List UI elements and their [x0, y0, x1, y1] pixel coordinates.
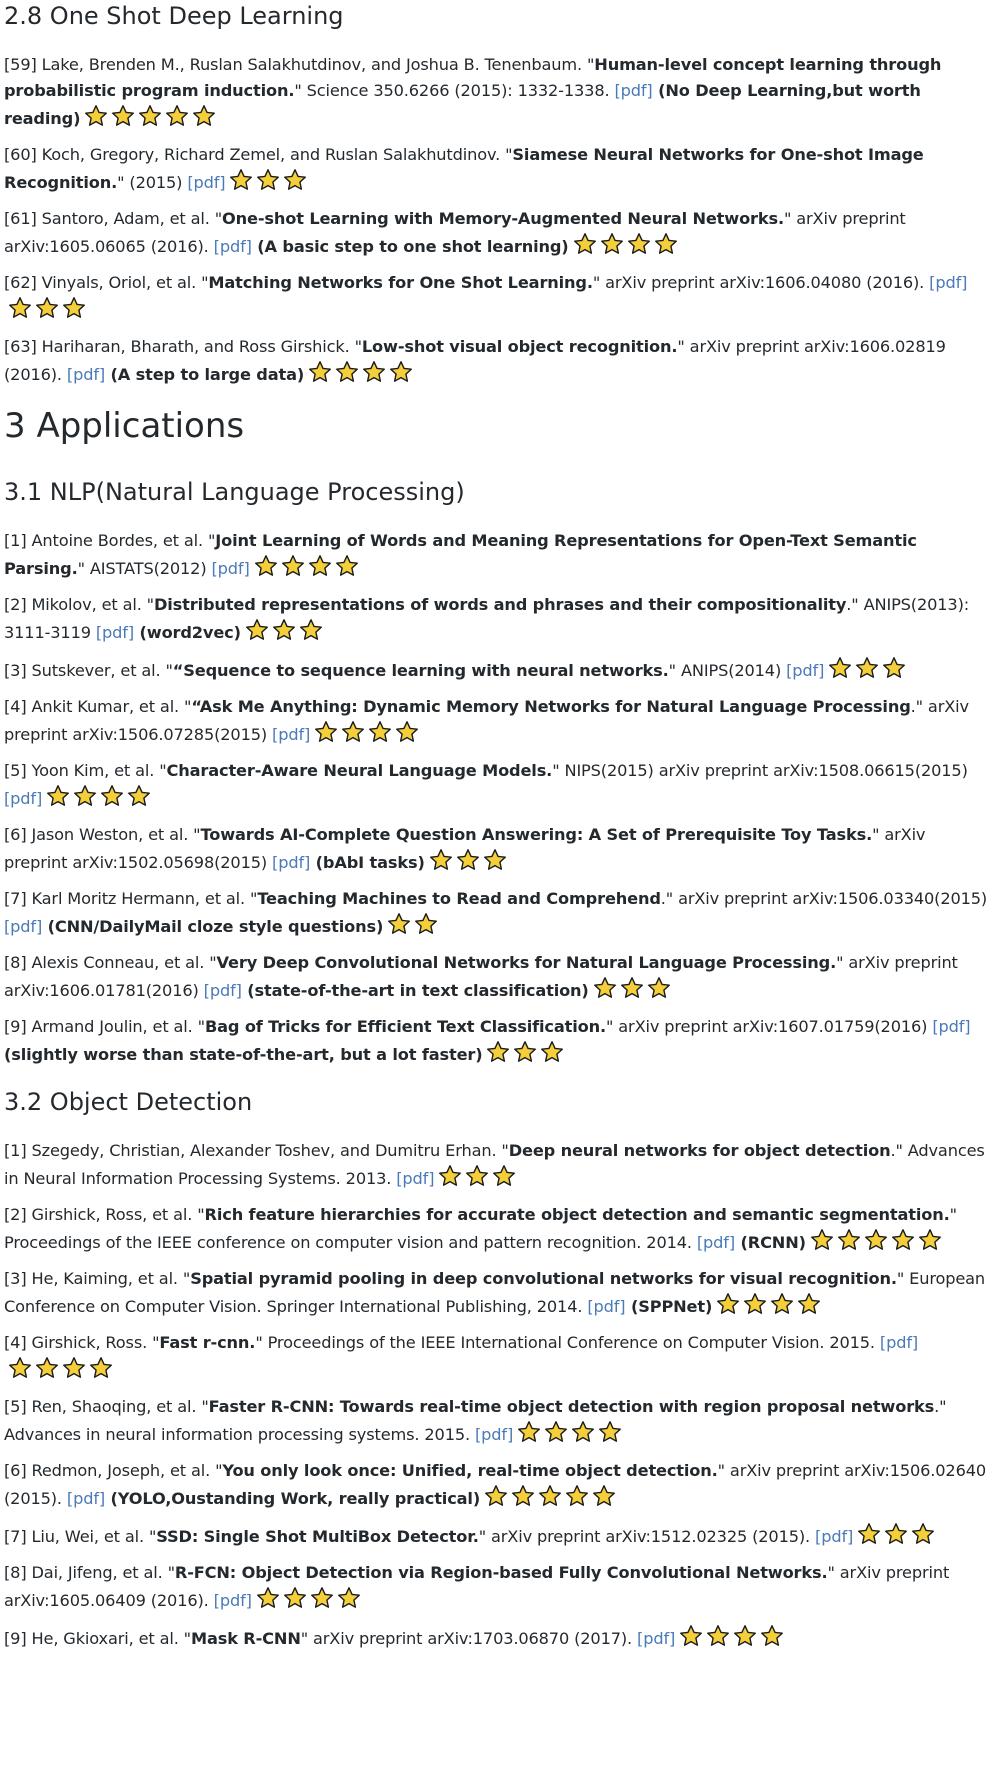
star-icon — [138, 104, 162, 128]
star-rating — [716, 1292, 821, 1316]
pdf-link[interactable]: [pdf] — [637, 1629, 676, 1648]
star-icon — [716, 1292, 740, 1316]
section-heading: 2.8 One Shot Deep Learning — [4, 2, 344, 30]
reference-authors: Mikolov, et al. " — [31, 595, 154, 614]
star-icon — [538, 1484, 562, 1508]
pdf-link[interactable]: [pdf] — [929, 273, 968, 292]
reference-authors: Hariharan, Bharath, and Ross Girshick. " — [41, 337, 362, 356]
reference-title: Faster R-CNN: Towards real-time object detection with region proposal networks — [208, 1397, 935, 1416]
section-heading: 3.1 NLP(Natural Language Processing) — [4, 478, 465, 506]
star-icon — [62, 1356, 86, 1380]
reference-venue: " ANIPS(2014) — [668, 661, 787, 680]
star-icon — [165, 104, 189, 128]
reference-authors: Redmon, Joseph, et al. " — [31, 1461, 223, 1480]
reference-number: [60] — [4, 145, 42, 164]
star-icon — [571, 1420, 595, 1444]
reference-venue: " arXiv preprint arXiv:1606.02819 (2016). — [4, 337, 946, 384]
star-rating — [8, 1356, 113, 1380]
reference-title: Spatial pyramid pooling in deep convolutional networks for visual recognition. — [190, 1269, 897, 1288]
reference-title: Teaching Machines to Read and Comprehend — [257, 889, 661, 908]
star-icon — [35, 1356, 59, 1380]
star-rating — [229, 168, 307, 192]
pdf-link[interactable]: [pdf] — [213, 1591, 252, 1610]
star-icon — [283, 1586, 307, 1610]
pdf-link[interactable]: [pdf] — [4, 789, 43, 808]
reference-number: [4] — [4, 697, 32, 716]
reference-note: (RCNN) — [735, 1233, 806, 1252]
reference-item — [4, 694, 990, 748]
reference-number: [6] — [4, 1461, 32, 1480]
reference-note: (No Deep Learning,but worth reading) — [4, 81, 921, 128]
star-rating — [573, 232, 678, 256]
star-icon — [335, 360, 359, 384]
star-icon — [810, 1228, 834, 1252]
reference-venue: " arXiv preprint arXiv:1607.01759(2016) — [606, 1017, 933, 1036]
star-icon — [647, 976, 671, 1000]
star-rating — [484, 1484, 616, 1508]
star-icon — [456, 848, 480, 872]
reference-title: Human-level concept learning through probabilistic program induction. — [4, 55, 942, 100]
star-rating — [46, 784, 151, 808]
star-icon — [314, 720, 338, 744]
reference-item — [4, 52, 990, 132]
reference-venue: " Science 350.6266 (2015): 1332-1338. — [294, 81, 615, 100]
reference-venue: " arXiv preprint arXiv:1512.02325 (2015). — [478, 1527, 816, 1546]
star-icon — [8, 1356, 32, 1380]
reference-number: [3] — [4, 1269, 32, 1288]
star-rating — [314, 720, 419, 744]
star-rating — [245, 618, 323, 642]
reference-number: [9] — [4, 1017, 32, 1036]
pdf-link[interactable]: [pdf] — [66, 1489, 106, 1508]
reference-title: Low-shot visual object recognition. — [361, 337, 678, 356]
reference-authors: Ren, Shaoqing, et al. " — [31, 1397, 209, 1416]
reference-authors: Santoro, Adam, et al. " — [41, 209, 223, 228]
star-icon — [73, 784, 97, 808]
star-icon — [362, 360, 386, 384]
star-icon — [310, 1586, 334, 1610]
star-icon — [299, 618, 323, 642]
reference-venue: " European Conference on Computer Vision. Springer International Publishing, 2014. — [4, 1269, 986, 1316]
star-rating — [486, 1040, 564, 1064]
reference-venue: " (2015) — [117, 173, 188, 192]
reference-title: R-FCN: Object Detection via Region-based Fully Convolutional Networks. — [174, 1563, 828, 1582]
reference-item — [4, 528, 990, 582]
reference-authors: Alexis Conneau, et al. " — [31, 953, 217, 972]
reference-venue: ." Advances in Neural Information Processing Systems. 2013. — [4, 1141, 985, 1188]
star-icon — [918, 1228, 942, 1252]
reference-item — [4, 950, 990, 1004]
star-icon — [62, 296, 86, 320]
reference-title: Fast r-cnn. — [159, 1333, 256, 1352]
star-rating — [857, 1522, 935, 1546]
reference-authors: Karl Moritz Hermann, et al. " — [31, 889, 258, 908]
star-icon — [706, 1624, 730, 1648]
reference-item — [4, 1266, 990, 1320]
reference-note: (A step to large data) — [105, 365, 305, 384]
reference-note: (word2vec) — [134, 623, 241, 642]
reference-title: “Ask Me Anything: Dynamic Memory Networks for Natural Language Processing — [191, 697, 911, 716]
pdf-link[interactable]: [pdf] — [213, 237, 252, 256]
star-icon — [465, 1164, 489, 1188]
reference-item — [4, 1138, 990, 1192]
star-rating — [308, 360, 413, 384]
star-icon — [387, 912, 411, 936]
reference-number: [9] — [4, 1629, 32, 1648]
reference-number: [3] — [4, 661, 32, 680]
reference-venue: " Proceedings of the IEEE International Conference on Computer Vision. 2015. — [255, 1333, 880, 1352]
pdf-link[interactable]: [pdf] — [932, 1017, 971, 1036]
reference-authors: Liu, Wei, et al. " — [31, 1527, 157, 1546]
reference-item — [4, 1560, 990, 1614]
reference-number: [2] — [4, 1205, 32, 1224]
reference-title: Mask R-CNN — [190, 1629, 301, 1648]
star-icon — [517, 1420, 541, 1444]
star-icon — [837, 1228, 861, 1252]
star-icon — [627, 232, 651, 256]
star-icon — [395, 720, 419, 744]
star-icon — [598, 1420, 622, 1444]
star-icon — [592, 1484, 616, 1508]
star-icon — [511, 1484, 535, 1508]
star-icon — [256, 1586, 280, 1610]
star-icon — [308, 360, 332, 384]
reference-note: (A basic step to one shot learning) — [251, 237, 569, 256]
star-icon — [337, 1586, 361, 1610]
pdf-link[interactable]: [pdf] — [211, 559, 250, 578]
reference-title: Matching Networks for One Shot Learning. — [208, 273, 593, 292]
star-icon — [429, 848, 453, 872]
star-icon — [857, 1522, 881, 1546]
section-heading: 3.2 Object Detection — [4, 1088, 253, 1116]
star-icon — [733, 1624, 757, 1648]
reference-number: [8] — [4, 953, 32, 972]
star-rating — [593, 976, 671, 1000]
pdf-link[interactable]: [pdf] — [786, 661, 825, 680]
reference-authors: Szegedy, Christian, Alexander Toshev, and Dumitru Erhan. " — [31, 1141, 509, 1160]
reference-number: [8] — [4, 1563, 32, 1582]
reference-item — [4, 1394, 990, 1448]
reference-venue: " arXiv preprint arXiv:1605.06409 (2016). — [4, 1563, 950, 1610]
star-rating — [8, 296, 86, 320]
reference-item — [4, 1330, 990, 1384]
reference-item — [4, 142, 990, 196]
reference-authors: Lake, Brenden M., Ruslan Salakhutdinov, and Joshua B. Tenenbaum. " — [41, 55, 595, 74]
reference-title: Very Deep Convolutional Networks for Natural Language Processing. — [216, 953, 837, 972]
reference-authors: Vinyals, Oriol, et al. " — [41, 273, 209, 292]
reference-authors: He, Kaiming, et al. " — [31, 1269, 191, 1288]
reference-item — [4, 334, 990, 388]
reference-venue: " arXiv preprint arXiv:1606.01781(2016) — [4, 953, 958, 1000]
star-rating — [429, 848, 507, 872]
reference-title: Rich feature hierarchies for accurate object detection and semantic segmentation. — [204, 1205, 950, 1224]
star-icon — [368, 720, 392, 744]
reference-authors: Koch, Gregory, Richard Zemel, and Ruslan Salakhutdinov. " — [41, 145, 513, 164]
pdf-link[interactable]: [pdf] — [4, 917, 43, 936]
star-rating — [254, 554, 359, 578]
star-rating — [84, 104, 216, 128]
reference-number: [63] — [4, 337, 42, 356]
reference-authors: Sutskever, et al. " — [31, 661, 173, 680]
reference-title: Deep neural networks for object detection — [508, 1141, 891, 1160]
reference-title: Character-Aware Neural Language Models. — [166, 761, 553, 780]
star-icon — [770, 1292, 794, 1316]
reference-venue: ." arXiv preprint arXiv:1506.07285(2015) — [4, 697, 969, 744]
star-icon — [544, 1420, 568, 1444]
star-icon — [335, 554, 359, 578]
star-icon — [484, 1484, 508, 1508]
star-icon — [797, 1292, 821, 1316]
reference-title: Bag of Tricks for Efficient Text Classification. — [204, 1017, 606, 1036]
pdf-link[interactable]: [pdf] — [475, 1425, 514, 1444]
pdf-link[interactable]: [pdf] — [396, 1169, 435, 1188]
reference-title: “Sequence to sequence learning with neural networks. — [172, 661, 669, 680]
star-icon — [486, 1040, 510, 1064]
star-icon — [620, 976, 644, 1000]
reference-title: Joint Learning of Words and Meaning Representations for Open-Text Semantic Parsing. — [4, 531, 917, 578]
star-rating — [438, 1164, 516, 1188]
star-rating — [256, 1586, 361, 1610]
star-icon — [743, 1292, 767, 1316]
reference-number: [59] — [4, 55, 42, 74]
reference-number: [61] — [4, 209, 42, 228]
reference-authors: Girshick, Ross, et al. " — [31, 1205, 205, 1224]
reference-title: You only look once: Unified, real-time object detection. — [222, 1461, 718, 1480]
star-icon — [573, 232, 597, 256]
reference-venue: ." arXiv preprint arXiv:1506.03340(2015) — [660, 889, 988, 908]
star-icon — [281, 554, 305, 578]
reference-authors: Ankit Kumar, et al. " — [31, 697, 192, 716]
star-icon — [100, 784, 124, 808]
reference-item — [4, 1624, 990, 1652]
pdf-link[interactable]: [pdf] — [95, 623, 135, 642]
star-icon — [89, 1356, 113, 1380]
pdf-link[interactable]: [pdf] — [272, 853, 311, 872]
reference-item — [4, 1458, 990, 1512]
star-icon — [46, 784, 70, 808]
pdf-link[interactable]: [pdf] — [587, 1297, 626, 1316]
pdf-link[interactable]: [pdf] — [879, 1333, 919, 1352]
reference-item — [4, 758, 990, 812]
star-icon — [492, 1164, 516, 1188]
reference-authors: He, Gkioxari, et al. " — [31, 1629, 191, 1648]
reference-title: One-shot Learning with Memory-Augmented Neural Networks. — [222, 209, 784, 228]
reference-number: [2] — [4, 595, 32, 614]
reference-authors: Jason Weston, et al. " — [31, 825, 201, 844]
reference-number: [7] — [4, 1527, 32, 1546]
reference-number: [62] — [4, 273, 42, 292]
reference-note: (state-of-the-art in text classification) — [241, 981, 589, 1000]
reference-note: (bAbI tasks) — [310, 853, 425, 872]
star-icon — [256, 168, 280, 192]
star-icon — [882, 656, 906, 680]
reference-item — [4, 656, 990, 684]
reference-note: (YOLO,Oustanding Work, really practical) — [105, 1489, 481, 1508]
star-icon — [884, 1522, 908, 1546]
reference-title: SSD: Single Shot MultiBox Detector. — [156, 1527, 479, 1546]
star-rating — [828, 656, 906, 680]
star-icon — [245, 618, 269, 642]
reference-venue: " arXiv preprint arXiv:1606.04080 (2016). — [592, 273, 930, 292]
pdf-link[interactable]: [pdf] — [272, 725, 311, 744]
reference-item — [4, 1522, 990, 1550]
star-icon — [483, 848, 507, 872]
reference-item — [4, 592, 990, 646]
reference-venue: ." Advances in neural information processing systems. 2015. — [4, 1397, 947, 1444]
star-icon — [308, 554, 332, 578]
star-icon — [254, 554, 278, 578]
star-icon — [540, 1040, 564, 1064]
reference-title: Distributed representations of words and phrases and their compositionality — [153, 595, 847, 614]
star-icon — [654, 232, 678, 256]
reference-item — [4, 270, 990, 324]
reference-note: (slightly worse than state-of-the-art, but a lot faster) — [4, 1045, 483, 1064]
reference-note: (CNN/DailyMail cloze style questions) — [42, 917, 384, 936]
star-rating — [679, 1624, 784, 1648]
reference-venue: " Proceedings of the IEEE conference on computer vision and pattern recognition. 2014. — [4, 1205, 957, 1252]
star-icon — [911, 1522, 935, 1546]
reference-authors: Girshick, Ross. " — [31, 1333, 160, 1352]
reference-number: [5] — [4, 1397, 32, 1416]
star-rating — [387, 912, 438, 936]
pdf-link[interactable]: [pdf] — [203, 981, 242, 1000]
star-icon — [593, 976, 617, 1000]
reference-authors: Dai, Jifeng, et al. " — [31, 1563, 175, 1582]
reference-item — [4, 1014, 990, 1068]
reference-venue: " arXiv preprint arXiv:1605.06065 (2016). — [4, 209, 906, 256]
star-icon — [229, 168, 253, 192]
star-icon — [760, 1624, 784, 1648]
reference-authors: Armand Joulin, et al. " — [31, 1017, 205, 1036]
reference-authors: Antoine Bordes, et al. " — [31, 531, 216, 550]
star-icon — [341, 720, 365, 744]
pdf-link[interactable]: [pdf] — [815, 1527, 854, 1546]
star-rating — [810, 1228, 942, 1252]
pdf-link[interactable]: [pdf] — [66, 365, 106, 384]
star-rating — [517, 1420, 622, 1444]
reference-number: [4] — [4, 1333, 32, 1352]
star-icon — [111, 104, 135, 128]
reference-venue: " AISTATS(2012) — [77, 559, 212, 578]
star-icon — [864, 1228, 888, 1252]
star-icon — [127, 784, 151, 808]
star-icon — [192, 104, 216, 128]
pdf-link[interactable]: [pdf] — [614, 81, 653, 100]
reference-item — [4, 1202, 990, 1256]
star-icon — [565, 1484, 589, 1508]
star-icon — [389, 360, 413, 384]
star-icon — [513, 1040, 537, 1064]
reference-number: [7] — [4, 889, 32, 908]
star-icon — [600, 232, 624, 256]
star-icon — [438, 1164, 462, 1188]
reference-title: Siamese Neural Networks for One-shot Image Recognition. — [4, 145, 924, 192]
star-icon — [272, 618, 296, 642]
reference-number: [1] — [4, 531, 32, 550]
star-icon — [35, 296, 59, 320]
reference-number: [1] — [4, 1141, 32, 1160]
reference-venue: " arXiv preprint arXiv:1502.05698(2015) — [4, 825, 926, 872]
reference-venue: " NIPS(2015) arXiv preprint arXiv:1508.06615(2015) — [552, 761, 968, 780]
pdf-link[interactable]: [pdf] — [696, 1233, 736, 1252]
reference-venue: ." ANIPS(2013): 3111-3119 — [4, 595, 970, 642]
section-heading: 3 Applications — [4, 406, 245, 446]
star-icon — [855, 656, 879, 680]
reference-authors: Yoon Kim, et al. " — [31, 761, 167, 780]
reference-venue: " arXiv preprint arXiv:1703.06870 (2017). — [300, 1629, 638, 1648]
reference-number: [6] — [4, 825, 32, 844]
star-icon — [679, 1624, 703, 1648]
star-icon — [891, 1228, 915, 1252]
reference-item — [4, 822, 990, 876]
star-icon — [283, 168, 307, 192]
star-icon — [84, 104, 108, 128]
star-icon — [828, 656, 852, 680]
reference-number: [5] — [4, 761, 32, 780]
pdf-link[interactable]: [pdf] — [187, 173, 226, 192]
reference-venue: " arXiv preprint arXiv:1506.02640 (2015). — [4, 1461, 987, 1508]
reference-item — [4, 206, 990, 260]
reference-title: Towards AI-Complete Question Answering: A Set of Prerequisite Toy Tasks. — [200, 825, 873, 844]
reference-item — [4, 886, 990, 940]
star-icon — [414, 912, 438, 936]
star-icon — [8, 296, 32, 320]
reference-note: (SPPNet) — [625, 1297, 713, 1316]
